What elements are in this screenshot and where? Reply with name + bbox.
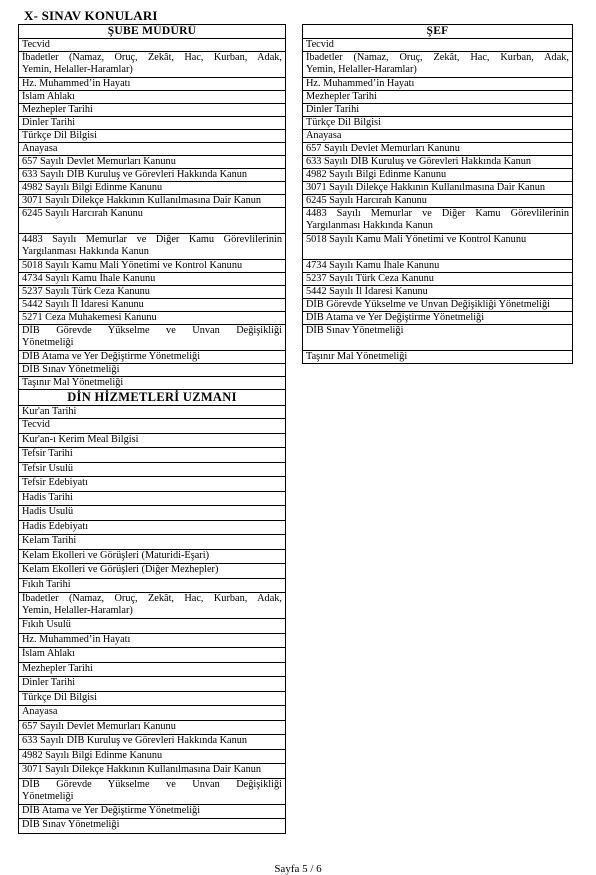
topic-cell: 5271 Ceza Muhakemesi Kanunu [19, 312, 286, 325]
topic-text-continued: Yönetmeliği [22, 791, 74, 802]
sef-rows [303, 39, 573, 364]
topic-text-continued: Yemin, Helaller-Haramlar) [306, 64, 417, 75]
topic-cell: DİB Atama ve Yer Değiştirme Yönetmeliği [303, 312, 573, 325]
table-row [19, 299, 286, 312]
topic-text: 4483 Sayılı Memurlar ve Diğer Kamu Görevlilerinin [22, 234, 282, 245]
table-row [19, 169, 286, 182]
table-row [303, 312, 573, 325]
topic-cell: DİB Görevde Yükselme ve Unvan Değişikliği Yönetmeliği [303, 299, 573, 312]
topic-cell: DİB Atama ve Yer Değiştirme Yönetmeliği [19, 805, 286, 819]
table-row [303, 143, 573, 156]
topic-cell: 5018 Sayılı Kamu Mali Yönetimi ve Kontrol Kanunu [303, 234, 573, 260]
table-row [19, 434, 286, 448]
table-row [303, 351, 573, 364]
topic-cell: Anayasa [303, 130, 573, 143]
table-row [303, 130, 573, 143]
topic-cell: 3071 Sayılı Dilekçe Hakkının Kullanılmasına Dair Kanun [303, 182, 573, 195]
topic-cell: 4734 Sayılı Kamu İhale Kanunu [19, 273, 286, 286]
topic-cell: İslam Ahlakı [19, 648, 286, 663]
table-row [19, 477, 286, 492]
topic-text: DİB Görevde Yükselme ve Unvan Değişikliği [22, 325, 282, 336]
topic-cell: Anayasa [19, 143, 286, 156]
table-row [19, 273, 286, 286]
topic-cell: 6245 Sayılı Harcırah Kanunu [303, 195, 573, 208]
table-row [19, 351, 286, 364]
table-row [303, 260, 573, 273]
topic-cell: Kelam Ekolleri ve Görüşleri (Maturidi-Eşari) [19, 550, 286, 564]
topic-cell: Tefsir Usulü [19, 463, 286, 477]
table-row [19, 195, 286, 208]
table-row [19, 364, 286, 377]
sube-muduru-table [18, 24, 286, 834]
table-row [303, 156, 573, 169]
topic-cell: Dinler Tarihi [19, 117, 286, 130]
topic-cell: Hz. Muhammed’in Hayatı [19, 634, 286, 648]
table-row [19, 182, 286, 195]
topic-text-continued: Yemin, Helaller-Haramlar) [22, 605, 133, 616]
topic-cell: Kur'an Tarihi [19, 406, 286, 419]
table-row [19, 805, 286, 819]
table-row [19, 312, 286, 325]
table-row [19, 492, 286, 506]
page-footer: Sayfa 5 / 6 [274, 863, 322, 875]
topic-text: 4483 Sayılı Memurlar ve Diğer Kamu Görevlilerinin [306, 208, 569, 219]
table-row [19, 535, 286, 550]
table-row [303, 91, 573, 104]
table-row [19, 564, 286, 579]
table-row [303, 39, 573, 52]
table-row [19, 234, 286, 260]
table-row [19, 764, 286, 779]
table-row [19, 521, 286, 535]
topic-cell: Dinler Tarihi [303, 104, 573, 117]
table-row [303, 52, 573, 78]
topic-cell: 4734 Sayılı Kamu İhale Kanunu [303, 260, 573, 273]
table-row [19, 706, 286, 721]
topic-cell [19, 325, 286, 351]
topic-cell: 4982 Sayılı Bilgi Edinme Kanunu [19, 182, 286, 195]
table-row [19, 579, 286, 593]
topic-cell: Mezhepler Tarihi [303, 91, 573, 104]
table-row [19, 104, 286, 117]
table-row [19, 692, 286, 706]
topic-text-continued: Yargılanması Hakkında Kanun [22, 246, 149, 257]
topic-cell: Hz. Muhammed’in Hayatı [303, 78, 573, 91]
table-row [19, 619, 286, 634]
table-row [19, 779, 286, 805]
table-row [303, 169, 573, 182]
topic-cell: 4982 Sayılı Bilgi Edinme Kanunu [19, 750, 286, 764]
topic-cell: 5018 Sayılı Kamu Mali Yönetimi ve Kontrol Kanunu [19, 260, 286, 273]
topic-cell: 633 Sayılı DİB Kuruluş ve Görevleri Hakkında Kanun [19, 169, 286, 182]
table-row [19, 91, 286, 104]
din-hizmetleri-rows [19, 406, 286, 834]
table-row [19, 377, 286, 390]
table-row [19, 750, 286, 764]
table-row [19, 117, 286, 130]
table-row [303, 325, 573, 351]
topic-cell: Taşınır Mal Yönetmeliği [19, 377, 286, 390]
topic-text-continued: Yönetmeliği [22, 337, 74, 348]
table-row [303, 234, 573, 260]
topic-cell: Tecvid [19, 39, 286, 52]
topic-cell: 5442 Sayılı İl İdaresi Kanunu [19, 299, 286, 312]
topic-cell: Türkçe Dil Bilgisi [19, 130, 286, 143]
topic-cell: Fıkıh Usulü [19, 619, 286, 634]
table-row [19, 634, 286, 648]
sube-muduru-header: ŞUBE MÜDÜRÜ [19, 25, 286, 39]
table-row [19, 406, 286, 419]
table-row [19, 78, 286, 91]
topic-text-continued: Yemin, Helaller-Haramlar) [22, 64, 133, 75]
topic-cell: Tecvid [303, 39, 573, 52]
topic-cell: 4982 Sayılı Bilgi Edinme Kanunu [303, 169, 573, 182]
topic-cell [19, 52, 286, 78]
table-row [303, 208, 573, 234]
topic-cell: Hadis Edebiyatı [19, 521, 286, 535]
sube-muduru-rows [19, 39, 286, 390]
topic-text: İbadetler (Namaz, Oruç, Zekât, Hac, Kurban, Adak, [306, 52, 569, 63]
topic-cell: 3071 Sayılı Dilekçe Hakkının Kullanılmasına Dair Kanun [19, 195, 286, 208]
topic-text: İbadetler (Namaz, Oruç, Zekât, Hac, Kurban, Adak, [22, 52, 282, 63]
topic-cell: 3071 Sayılı Dilekçe Hakkının Kullanılmasına Dair Kanun [19, 764, 286, 779]
topic-cell [19, 234, 286, 260]
topic-cell: 657 Sayılı Devlet Memurları Kanunu [19, 156, 286, 169]
topic-cell: Taşınır Mal Yönetmeliği [303, 351, 573, 364]
topic-cell: Türkçe Dil Bilgisi [303, 117, 573, 130]
table-row [19, 721, 286, 735]
table-row [19, 677, 286, 692]
table-row [303, 273, 573, 286]
din-hizmetleri-header: DİN HİZMETLERİ UZMANI [19, 390, 286, 406]
topic-cell: Mezhepler Tarihi [19, 663, 286, 677]
topic-cell: Dinler Tarihi [19, 677, 286, 692]
table-row [19, 506, 286, 521]
table-row [19, 325, 286, 351]
table-row [19, 593, 286, 619]
table-row [19, 143, 286, 156]
table-row [19, 735, 286, 750]
table-row [303, 117, 573, 130]
table-row [19, 39, 286, 52]
topic-cell [303, 208, 573, 234]
topic-cell: Tecvid [19, 419, 286, 434]
topic-cell: Tefsir Tarihi [19, 448, 286, 463]
topic-cell [303, 52, 573, 78]
topic-cell: Tefsir Edebiyatı [19, 477, 286, 492]
table-row [19, 260, 286, 273]
topic-cell: 5442 Sayılı İl İdaresi Kanunu [303, 286, 573, 299]
table-row [19, 130, 286, 143]
topic-cell: 6245 Sayılı Harcırah Kanunu [19, 208, 286, 234]
topic-cell: Mezhepler Tarihi [19, 104, 286, 117]
topic-cell: Hz. Muhammed’in Hayatı [19, 78, 286, 91]
topic-cell [19, 593, 286, 619]
topic-cell: Kelam Ekolleri ve Görüşleri (Diğer Mezhepler) [19, 564, 286, 579]
topic-cell: 633 Sayılı DİB Kuruluş ve Görevleri Hakkında Kanun [303, 156, 573, 169]
topic-cell: DİB Sınav Yönetmeliği [19, 819, 286, 834]
topic-cell: Fıkıh Tarihi [19, 579, 286, 593]
table-row [19, 156, 286, 169]
topic-cell: İslam Ahlakı [19, 91, 286, 104]
topic-cell: Hadis Tarihi [19, 492, 286, 506]
topic-cell [19, 779, 286, 805]
topic-cell: Kelam Tarihi [19, 535, 286, 550]
topic-cell: 657 Sayılı Devlet Memurları Kanunu [303, 143, 573, 156]
table-row [19, 663, 286, 677]
sef-table [302, 24, 573, 364]
topic-cell: Kur'an-ı Kerim Meal Bilgisi [19, 434, 286, 448]
table-row [19, 463, 286, 477]
topic-cell: 633 Sayılı DİB Kuruluş ve Görevleri Hakkında Kanun [19, 735, 286, 750]
topic-cell: Hadis Usulü [19, 506, 286, 521]
table-row [19, 550, 286, 564]
table-row [303, 78, 573, 91]
table-row [19, 52, 286, 78]
topic-cell: 657 Sayılı Devlet Memurları Kanunu [19, 721, 286, 735]
topic-cell: Anayasa [19, 706, 286, 721]
topic-text: DİB Görevde Yükselme ve Unvan Değişikliği [22, 779, 282, 790]
topic-text-continued: Yargılanması Hakkında Kanun [306, 220, 433, 231]
topic-cell: DİB Atama ve Yer Değiştirme Yönetmeliği [19, 351, 286, 364]
table-row [19, 419, 286, 434]
topic-cell: DİB Sınav Yönetmeliği [303, 325, 573, 351]
table-row [19, 208, 286, 234]
table-row [19, 286, 286, 299]
table-row [19, 448, 286, 463]
topic-cell: DİB Sınav Yönetmeliği [19, 364, 286, 377]
table-row [303, 299, 573, 312]
topic-cell: 5237 Sayılı Türk Ceza Kanunu [19, 286, 286, 299]
topic-text: İbadetler (Namaz, Oruç, Zekât, Hac, Kurban, Adak, [22, 593, 282, 604]
topic-cell: Türkçe Dil Bilgisi [19, 692, 286, 706]
table-row [303, 195, 573, 208]
topic-cell: 5237 Sayılı Türk Ceza Kanunu [303, 273, 573, 286]
sef-header: ŞEF [303, 25, 573, 39]
table-row [303, 286, 573, 299]
table-row [303, 104, 573, 117]
section-title: X- SINAV KONULARI [24, 8, 158, 23]
table-row [19, 819, 286, 834]
table-row [19, 648, 286, 663]
table-row [303, 182, 573, 195]
